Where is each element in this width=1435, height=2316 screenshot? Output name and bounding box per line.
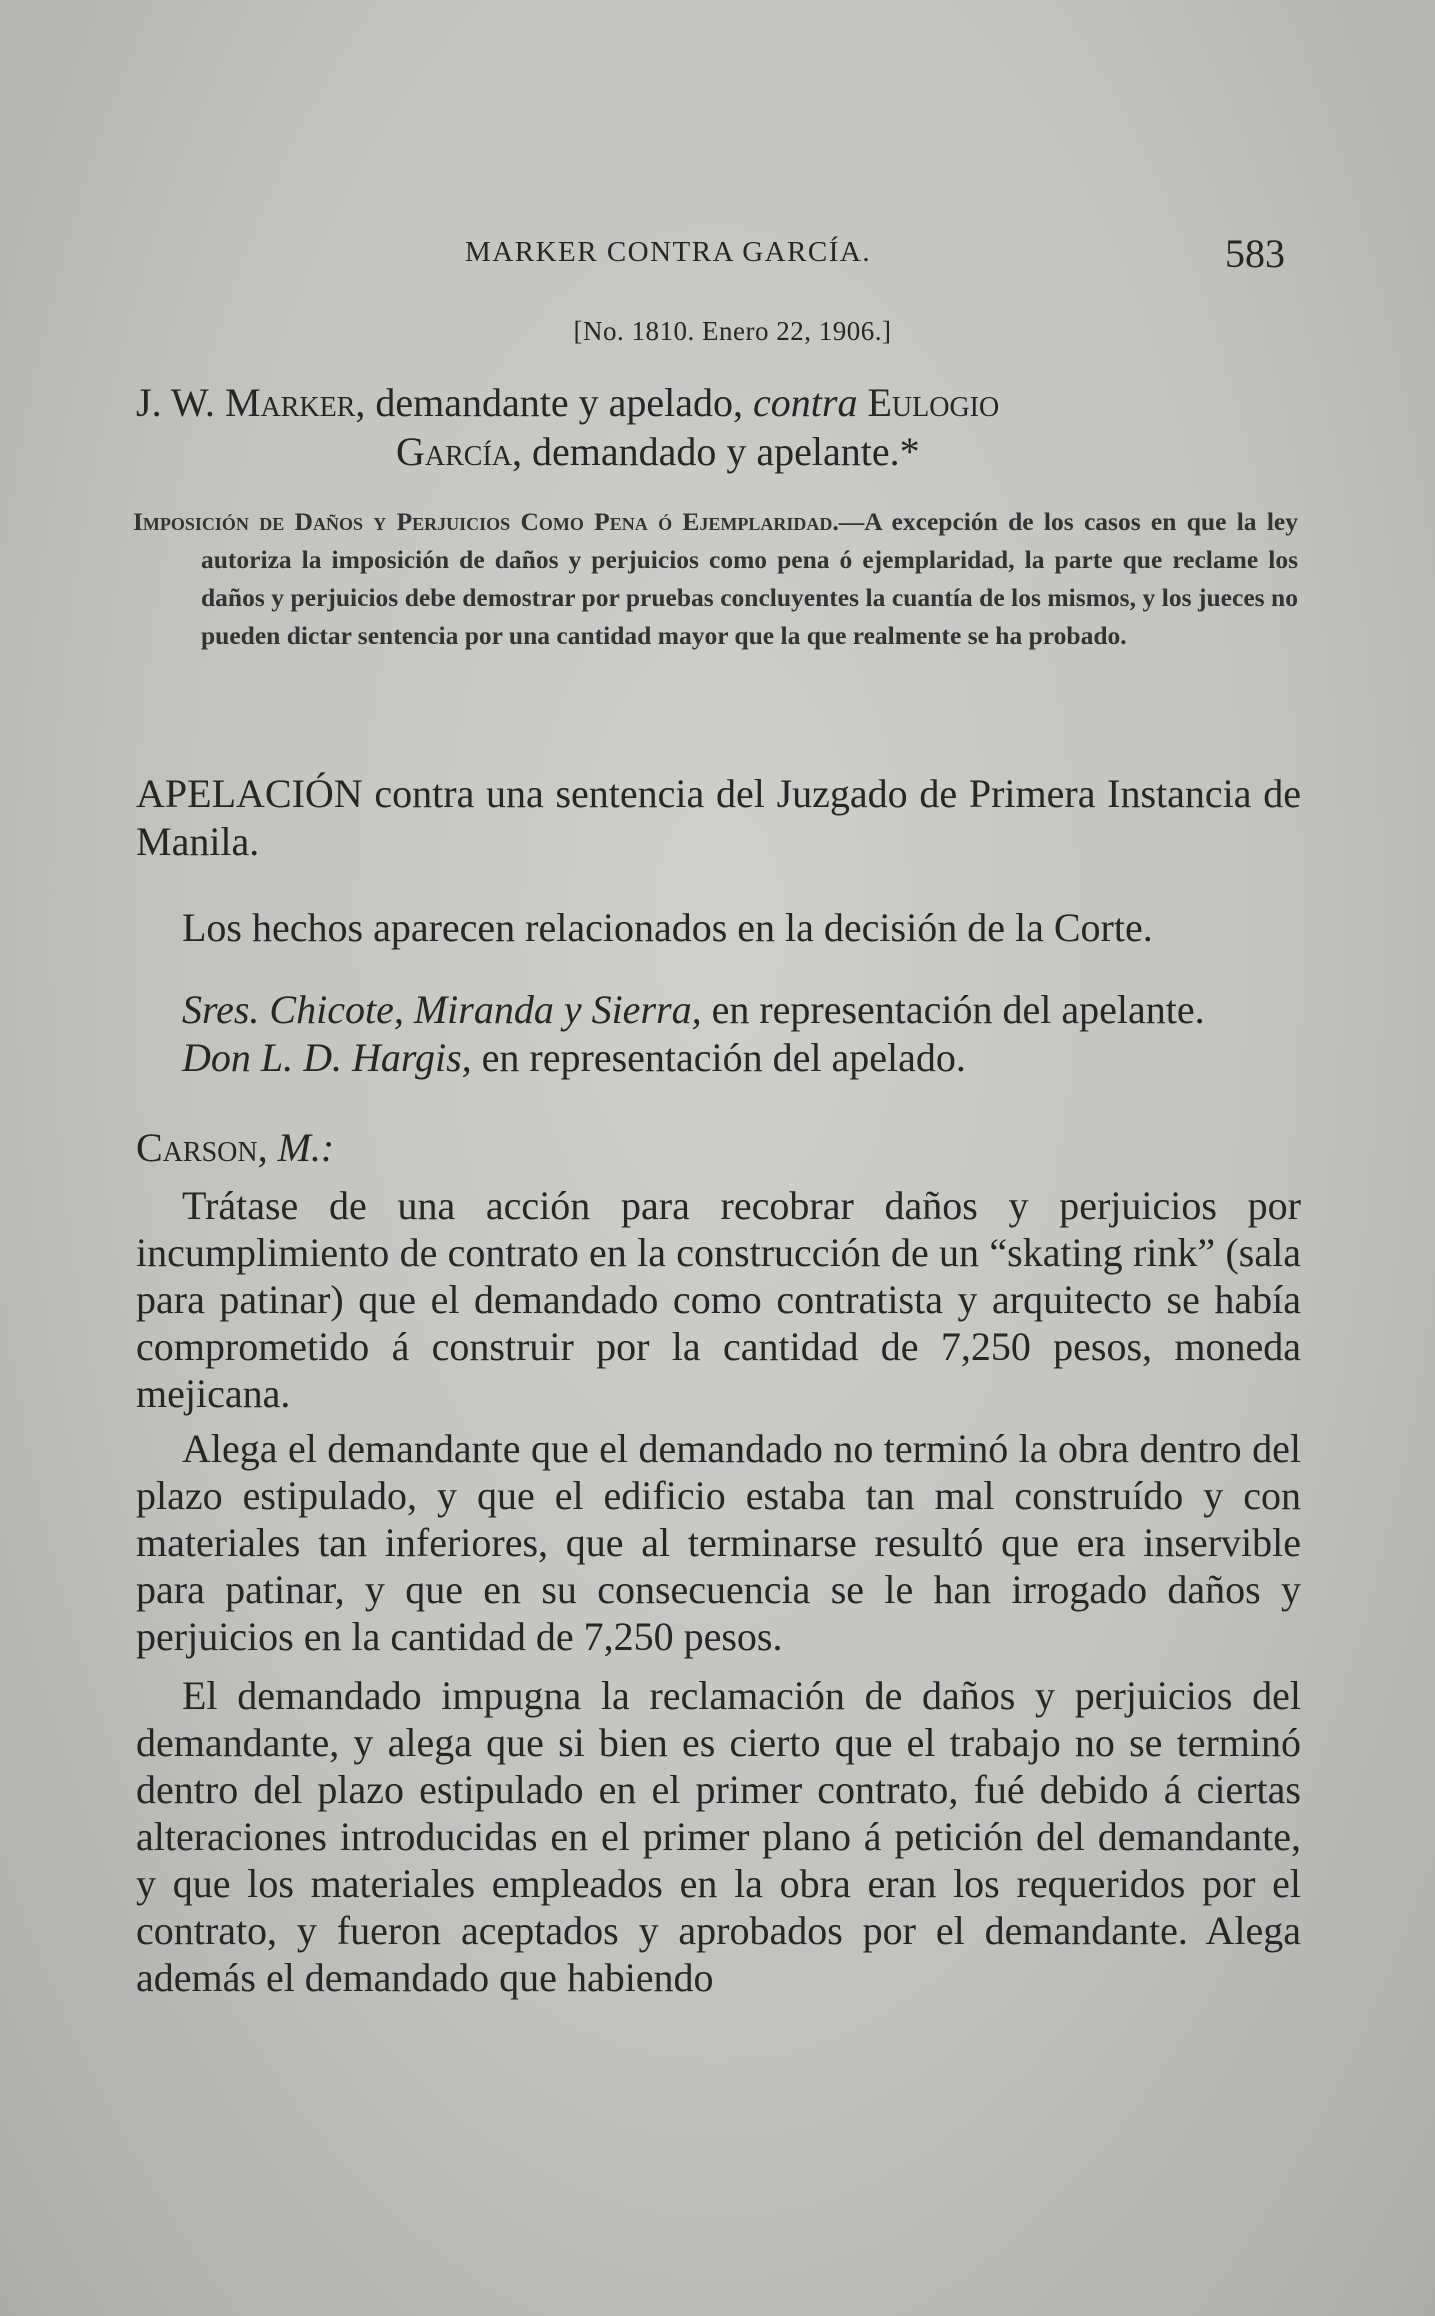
counsel-appellee-names: Don L. D. Hargis, (182, 1035, 472, 1080)
contra-word: contra (753, 380, 858, 425)
facts-paragraph: Los hechos aparecen relacionados en la decisión de la Corte. (182, 905, 1153, 950)
opinion-body (136, 770, 1301, 2001)
opinion-paragraph-1: Trátase de una acción para recobrar daños y perjuicios por incumplimiento de contrato en la construcción de un “skating rink” (sala para patinar) que el demandado como contratista y arquitecto se había comprometido á construir por la cantidad de 7,250 pesos, moneda mejicana. (136, 1183, 1301, 1416)
page-number: 583 (1225, 231, 1285, 276)
plaintiff-role: , demandante y apelado, (355, 380, 754, 425)
appeal-text: contra una sentencia del Juzgado de Primera Instancia de Manila. (136, 771, 1301, 864)
counsel-appellee-role: en representación del apelado. (471, 1035, 966, 1080)
case-parties (136, 378, 1301, 476)
counsel-appellant-names: Sres. Chicote, Miranda y Sierra, (182, 987, 702, 1032)
running-title: MARKER CONTRA GARCÍA. (465, 236, 872, 268)
syllabus-text: —A excepción de los casos en que la ley autoriza la imposición de daños y perjuicios como pena ó ejemplaridad, la parte que reclame los daños y perjuicios debe demostrar por pruebas concluyentes la cuantía de los mismos, y los jueces no pueden dictar sentencia por una cantidad mayor que la que realmente se ha probado. (201, 507, 1298, 650)
parties-line-2 (136, 427, 1301, 476)
syllabus-heading: Imposición de Daños y Perjuicios Como Pena ó Ejemplaridad. (133, 507, 839, 536)
judge-title: , M.: (257, 1125, 335, 1170)
judge-name: Carson (136, 1125, 258, 1170)
opinion-paragraph-3: El demandado impugna la reclamación de daños y perjuicios del demandante, y alega que si bien es cierto que el trabajo no se terminó dentro del plazo estipulado en el primer contrato, fué debido á ciertas alteraciones introducidas en el primer plano á petición del demandante, y que los materiales empleados en la obra eran los requeridos por el contrato, y fueron aceptados y aprobados por el demandante. Alega además el demandado que habiendo (136, 1673, 1301, 2000)
defendant-surname: García (396, 429, 513, 474)
counsel-appellee (136, 1034, 1301, 1082)
plaintiff-name: Marker (224, 380, 356, 425)
running-header (0, 231, 1435, 276)
defendant-first-name: Eulogio (867, 380, 1000, 425)
judge-line (136, 1124, 1301, 1172)
parties-initials: J. W. (136, 380, 225, 425)
defendant-role: , demandado y apelante.* (512, 429, 920, 474)
syllabus (133, 503, 1298, 655)
counsel-appellant (136, 986, 1301, 1034)
appeal-lead: APELACIÓN (136, 771, 363, 816)
case-reference: [No. 1810. Enero 22, 1906.] (573, 316, 892, 346)
counsel-appellant-role: en representación del apelante. (701, 987, 1205, 1032)
syllabus-paragraph (133, 503, 1298, 655)
parties-space (857, 380, 867, 425)
appeal-paragraph (136, 770, 1301, 866)
opinion-paragraph-2: Alega el demandante que el demandado no terminó la obra dentro del plazo estipulado, y que el edificio estaba tan mal construído y con materiales tan inferiores, que al terminarse resultó que era inservible para patinar, y que en su consecuencia se le han irrogado daños y perjuicios en la cantidad de 7,250 pesos. (136, 1426, 1301, 1659)
